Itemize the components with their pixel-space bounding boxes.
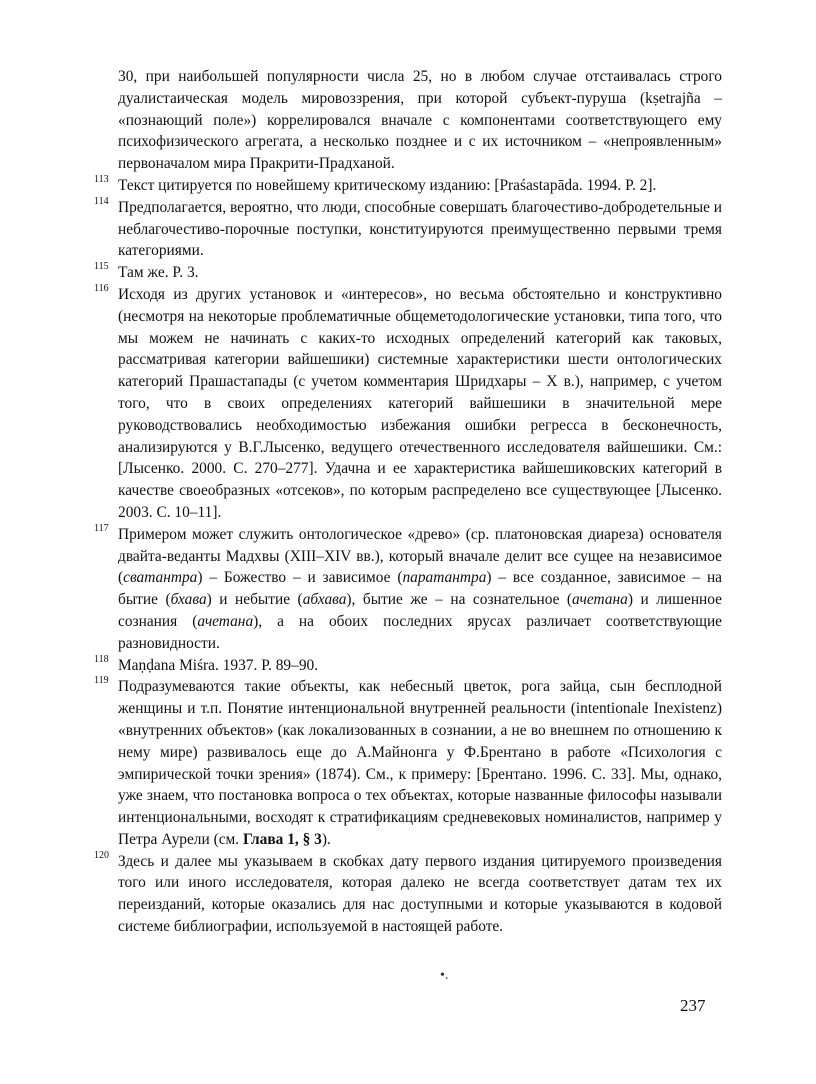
footnote — [94, 173, 722, 197]
footnote-italic-term: ачетана — [572, 591, 628, 609]
footnote-text: Подразумеваются такие объекты, как небесный цветок, рога зайца, сын бесплодной женщины и т.п. Понятие интенциональной внутренней реальности (intentionale Inexistenz) «внутренних объектов» (как локализованных в сознании, а не во внешнем по отношению к нему мире) развивалось еще до А.Майнонга у Ф.Брентано в работе «Психология с эмпирической точки зрения» (1874). См., к примеру: [Брентано. 1996. С. 33]. Мы, однако, уже знаем, что постановка вопроса о тех объектах, которые названные философы называли интенциональными, восходят к стратификациям средневековых номиналистов, например у Петра Аурели (см. — [118, 678, 722, 848]
footnote-text: Предполагается, вероятно, что люди, способные совершать благочестиво-добродетельные и неблагочестиво-порочные поступки, конституируются преимущественно первыми тремя категориями. — [118, 198, 722, 260]
footnote — [94, 849, 722, 938]
footnote — [94, 522, 723, 655]
footnote-text: ) и лишенное сознания ( — [118, 591, 723, 630]
footnote-number: 120 — [94, 849, 109, 861]
footnote-text: Текст цитируется по новейшему критическому изданию: [Praśastapāda. 1994. P. 2]. — [118, 176, 657, 194]
footnote-text: Там же. P. 3. — [118, 264, 199, 282]
footnote-number: 116 — [94, 282, 109, 294]
footnote — [94, 675, 722, 850]
footnote-text: ). — [321, 830, 331, 848]
footnote — [94, 282, 722, 524]
footnote-number: 119 — [94, 675, 109, 687]
footnote-italic-term: сватантра — [123, 569, 198, 587]
footnotes-column — [94, 66, 723, 938]
footnote-number: 113 — [94, 173, 109, 185]
footnote-italic-term: абхава — [302, 591, 347, 609]
footnote-text: Здесь и далее мы указываем в скобках дату первого издания цитируемого произведения того или иного исследователя, которая далеко не всегда соответствует датам тех их переизданий, которые оказались для нас доступными и которые указываются в кодовой системе библиографии, используемой в настоящей работе. — [118, 852, 722, 936]
footnote-bold-ref: Глава 1, § 3 — [242, 830, 322, 848]
footnote-text: ), а на обоих последних ярусах различает соответствующие разновидности. — [118, 612, 723, 652]
footnote-italic-term: паратантра — [402, 569, 487, 587]
footnote — [94, 261, 722, 284]
footnote — [94, 653, 722, 677]
footnote-text: ) – Божество – и зависимое ( — [197, 569, 403, 587]
footnote-text: ), бытие же – на сознательное ( — [346, 591, 573, 609]
footnote-italic-term: ачетана — [197, 612, 254, 630]
footnote-text: ) и небытие ( — [206, 591, 303, 609]
footnote-number: 115 — [94, 261, 109, 273]
footnote-text: Примером может служить онтологическое «древо» (ср. платоновская диарезa) основателя двайта-веданты Мадхвы (XIII–XIV вв.), который вначале делит все сущее на независимое ( — [118, 525, 722, 587]
footnote-list — [94, 173, 723, 938]
page-number: 237 — [680, 996, 706, 1015]
footnote-number: 114 — [94, 195, 109, 207]
footnote-text: ) – все созданное, зависимое – на бытие ( — [118, 569, 723, 609]
footnote-number: 117 — [94, 522, 109, 534]
footnote — [94, 195, 722, 262]
footnote-italic-term: бхава — [170, 591, 207, 609]
footnote-continuation: 30, при наибольшей популярности числа 25, но в любом случае отстаивалась строго дуалистаическая модель мировоззрения, при которой субъект-пуруша (kṣetrajña – «познающий поле») коррелировался вначале с компонентами соответствующего ему психофизического агрегата, а несколько позднее и с их источником – «непроявленным» первоначалом мира Пракрити-Прадханой. — [118, 68, 722, 173]
footnote-text: Maṇḍana Miśra. 1937. P. 89–90. — [118, 656, 319, 674]
footnote-number: 118 — [94, 653, 109, 665]
footnote-text: Исходя из других установок и «интересов», но весьма обстоятельно и конструктивно (несмотря на некоторые проблематичные общеметодологические установки, типа того, что мы можем не начинать с каких-то исходных определений категорий как таковых, рассматривая категории вайшешики) системные характеристики шести онтологических категорий Прашастапады (с учетом комментария Шридхары – X в.), например, с учетом того, что в своих определениях категорий вайшешики в значительной мере руководствовались необходимостью избежания ошибки регресса в бесконечность, анализируются у В.Г.Лысенко, ведущего отечественного исследователя вайшешики. См.: [Лысенко. 2000. С. 270–277]. Удачна и ее характеристика вайшешиковских категорий в качестве своеобразных «отсеков», по которым распределено все существующее [Лысенко. 2003. С. 10–11]. — [118, 285, 722, 521]
stray-mark: •. — [440, 968, 449, 983]
